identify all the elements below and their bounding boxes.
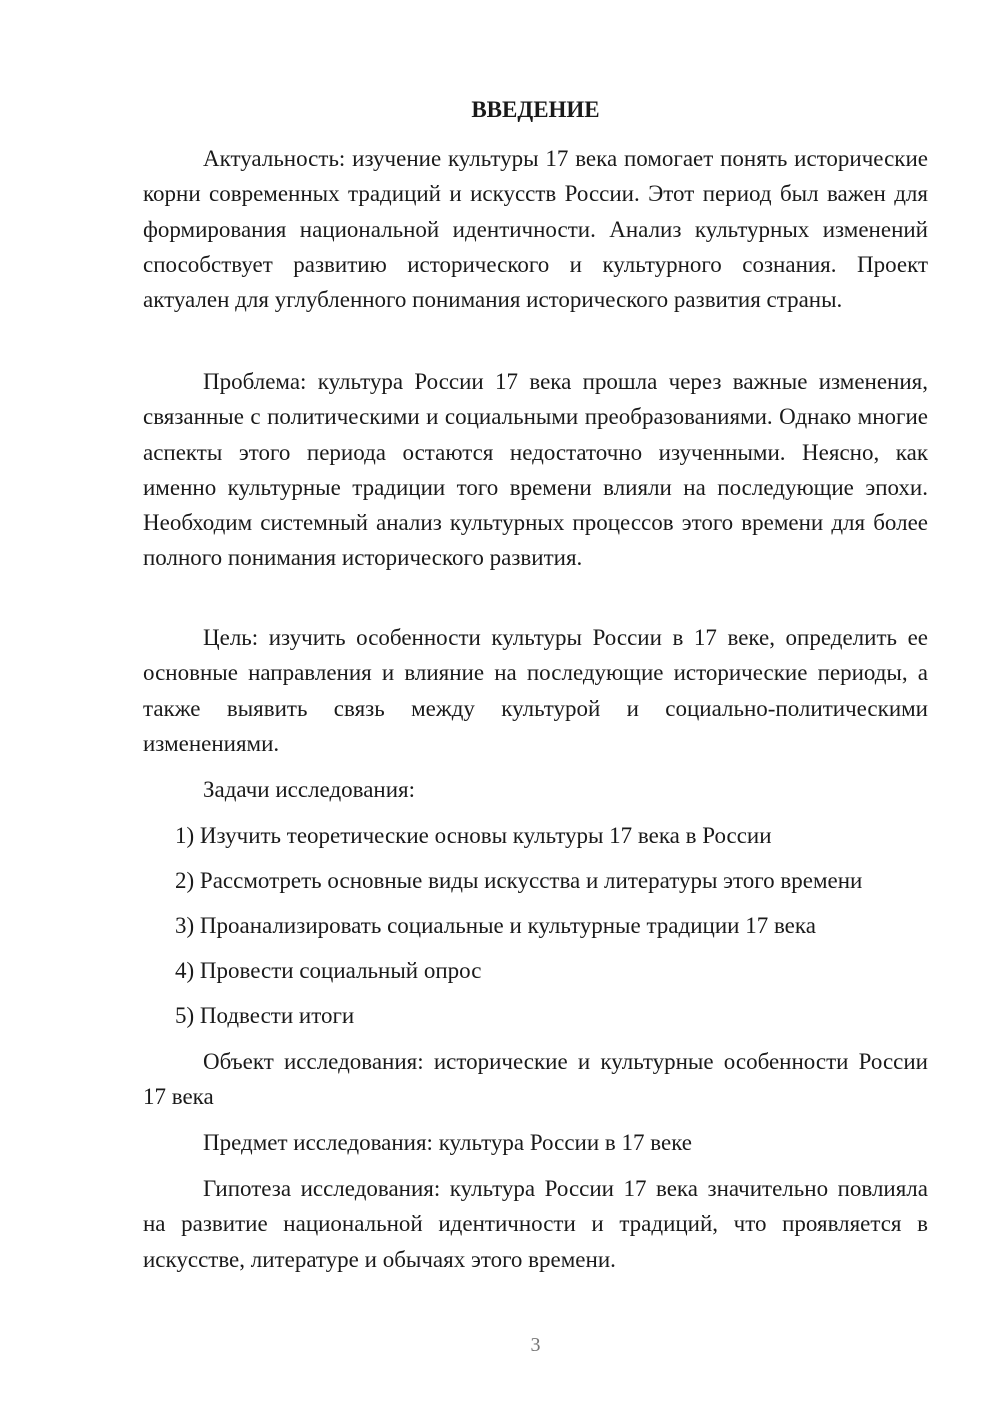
task-item-3: 3) Проанализировать социальные и культурные традиции 17 века xyxy=(175,913,816,938)
page-title: ВВЕДЕНИЕ xyxy=(471,97,600,122)
subject-paragraph: Предмет исследования: культура России в 17 веке xyxy=(203,1130,693,1155)
task-item-1: 1) Изучить теоретические основы культуры 17 века в России xyxy=(175,823,772,848)
document-page xyxy=(143,0,928,1414)
relevance-paragraph: Актуальность: изучение культуры 17 века помогает понять исторические корни современных традиций и искусств России. Этот период был важен для формирования национальной идентичности. Анализ культурных изменений способствует развитию исторического и культурного сознания. Проект актуален для углубленного понимания исторического развития страны. xyxy=(143,146,928,313)
page-number: 3 xyxy=(530,1334,541,1356)
goal-paragraph: Цель: изучить особенности культуры России в 17 веке, определить ее основные направления и влияние на последующие исторические периоды, а также выявить связь между культурой и социально-политическими изменениями. xyxy=(143,625,928,756)
hypothesis-paragraph: Гипотеза исследования: культура России 17 века значительно повлияла на развитие национальной идентичности и традиций, что проявляется в искусстве, литературе и обычаях этого времени. xyxy=(143,1176,928,1272)
task-item-4: 4) Провести социальный опрос xyxy=(175,958,482,983)
tasks-heading: Задачи исследования: xyxy=(203,777,416,802)
task-item-5: 5) Подвести итоги xyxy=(175,1003,355,1028)
problem-paragraph: Проблема: культура России 17 века прошла через важные изменения, связанные с политическими и социальными преобразованиями. Однако многие аспекты этого периода остаются недостаточно изученными. Неясно, как именно культурные традиции того времени влияли на последующие эпохи. Необходим системный анализ культурных процессов этого времени для более полного понимания исторического развития. xyxy=(143,369,928,571)
object-paragraph: Объект исследования: исторические и культурные особенности России 17 века xyxy=(143,1049,928,1110)
task-item-2: 2) Рассмотреть основные виды искусства и литературы этого времени xyxy=(175,868,863,893)
